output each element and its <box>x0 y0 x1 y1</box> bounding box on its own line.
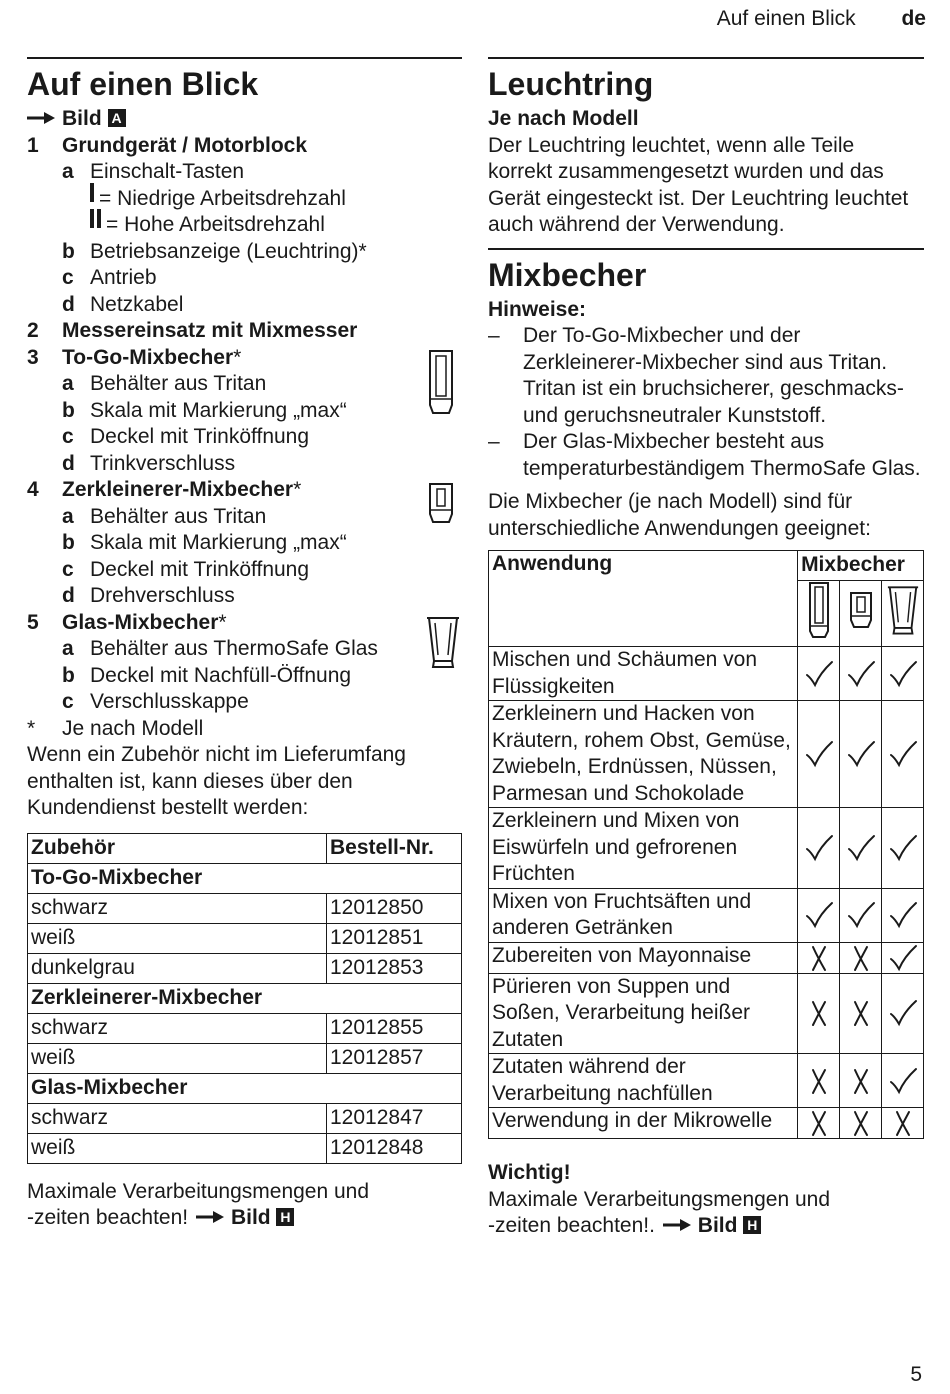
hint-item: – Der To-Go-Mixbecher und der Zerkleinerer-Mixbecher sind aus Tritan. Tritan ist ein bruchsicherer, geschmacks- und geruchsneutraler Kunststoff. <box>488 324 904 427</box>
section-title-light-ring: Leuchtring <box>488 66 654 102</box>
sub-item: c Deckel mit Trinköffnung <box>62 425 310 448</box>
sub-item: b Skala mit Markierung „max“ <box>62 531 347 554</box>
arrow-right-icon <box>27 112 55 124</box>
speed-two-icon <box>90 209 94 228</box>
light-ring-paragraph: Der Leuchtring leuchtet, wenn alle Teile korrekt zusammengesetzt wurden und das Gerät eingesteckt ist. Der Leuchtring leuchtet auch während der Verwendung. <box>488 133 909 236</box>
usage-text: Zerkleinern und Hacken von Kräutern, rohem Obst, Gemüse, Zwiebeln, Erdnüssen, Nüssen, Parmesan und Schokolade <box>489 701 798 808</box>
arrow-right-icon <box>663 1219 691 1231</box>
check-icon <box>888 739 918 769</box>
table-header-row: Zubehör Bestell-Nr. <box>28 833 462 863</box>
check-icon <box>804 659 834 689</box>
chopper-cup-icon <box>426 482 456 524</box>
table-group-row: Zerkleinerer-Mixbecher <box>28 983 462 1013</box>
sub-item: a Behälter aus ThermoSafe Glas <box>62 637 378 660</box>
table-row <box>489 1108 924 1139</box>
footnote: * Je nach Modell <box>27 716 204 740</box>
sub-item: b Skala mit Markierung „max“ <box>62 398 347 422</box>
sub-item: d Trinkverschluss <box>62 451 236 475</box>
table-header-row: Anwendung Mixbecher <box>489 551 924 581</box>
sub-item: a Einschalt-Tasten <box>62 160 245 183</box>
togo-cup-icon <box>806 581 832 639</box>
togo-cup-icon <box>425 349 457 415</box>
sub-item: c Antrieb <box>62 266 157 289</box>
usage-text: Pürieren von Suppen und Soßen, Verarbeitung heißer Zutaten <box>489 973 798 1054</box>
section-title-overview: Auf einen Blick <box>27 66 259 102</box>
cross-icon <box>804 943 834 973</box>
page-header <box>717 6 926 33</box>
table-row <box>489 888 924 942</box>
table-row: schwarz 12012850 <box>28 893 462 923</box>
sub-item: c Verschlusskappe <box>62 690 249 713</box>
sub-item: d Drehverschluss <box>62 584 235 607</box>
chopper-cup-icon <box>848 591 874 629</box>
speed-high-line: = Hohe Arbeitsdrehzahl <box>90 212 462 239</box>
section-title-mix-cups: Mixbecher <box>488 256 647 293</box>
cross-icon <box>804 998 834 1028</box>
table-row: weiß 12012851 <box>28 923 462 953</box>
check-icon <box>846 833 876 863</box>
usage-text: Zubereiten von Mayonnaise <box>489 942 798 973</box>
list-item-4: 4 Zerkleinerer-Mixbecher * <box>27 478 302 501</box>
table-group-row: To-Go-Mixbecher <box>28 863 462 893</box>
check-icon <box>888 998 918 1028</box>
sub-item: a Behälter aus Tritan <box>62 504 267 528</box>
sub-item: b Deckel mit Nachfüll-Öffnung <box>62 663 352 687</box>
check-icon <box>888 900 918 930</box>
usage-text: Zerkleinern und Mixen von Eiswürfeln und gefrorenen Früchten <box>489 808 798 889</box>
hints-title: Hinweise: <box>488 297 587 321</box>
glass-cup-icon <box>886 583 920 637</box>
table-row: schwarz 12012847 <box>28 1103 462 1133</box>
table-row <box>489 1054 924 1108</box>
sub-item: a Behälter aus Tritan <box>62 372 267 395</box>
table-row <box>489 647 924 701</box>
check-icon <box>888 1066 918 1096</box>
list-item-1: 1 Grundgerät / Motorblock <box>27 133 308 157</box>
list-item-3: 3 To-Go-Mixbecher * <box>27 345 242 369</box>
figure-reference: Bild A <box>27 106 462 133</box>
table-row: dunkelgrau 12012853 <box>28 953 462 983</box>
table-row <box>489 942 924 973</box>
header-section: Auf einen Blick <box>716 7 856 30</box>
cross-icon <box>804 1108 834 1138</box>
check-icon <box>804 739 834 769</box>
table-row <box>489 973 924 1054</box>
cross-icon <box>804 1066 834 1096</box>
cross-icon <box>846 1066 876 1096</box>
left-column <box>27 57 462 1232</box>
sub-item: c Deckel mit Trinköffnung <box>62 557 310 581</box>
usage-table <box>488 550 924 1139</box>
check-icon <box>804 900 834 930</box>
header-language: de <box>901 7 926 30</box>
cross-icon <box>846 998 876 1028</box>
table-row <box>489 808 924 889</box>
check-icon <box>846 739 876 769</box>
cross-icon <box>846 1108 876 1138</box>
speed-low-line: = Niedrige Arbeitsdrehzahl <box>90 186 462 213</box>
accessory-table <box>27 833 462 1164</box>
figure-letter-badge: H <box>743 1216 761 1234</box>
check-icon <box>846 900 876 930</box>
glass-cup-icon <box>425 615 461 669</box>
check-icon <box>804 833 834 863</box>
closing-note: Maximale Verarbeitungsmengen und -zeiten beachten! Bild H <box>27 1179 370 1229</box>
usage-text: Verwendung in der Mikrowelle <box>489 1108 798 1139</box>
page-number: 5 <box>910 1362 922 1386</box>
list-item-5: 5 Glas-Mixbecher * <box>27 610 227 634</box>
list-item-2: 2 Messereinsatz mit Mixmesser <box>27 319 358 342</box>
cross-icon <box>846 943 876 973</box>
check-icon <box>888 659 918 689</box>
table-row: schwarz 12012855 <box>28 1013 462 1043</box>
usage-text: Mischen und Schäumen von Flüssigkeiten <box>489 647 798 701</box>
table-group-row: Glas-Mixbecher <box>28 1073 462 1103</box>
check-icon <box>846 659 876 689</box>
table-row <box>489 701 924 808</box>
model-note: Je nach Modell <box>488 107 639 130</box>
important-note: Wichtig! Maximale Verarbeitungsmengen und -zeiten beachten!. Bild H <box>488 1161 831 1237</box>
right-column <box>488 57 924 1240</box>
check-icon <box>888 833 918 863</box>
check-icon <box>888 943 918 973</box>
cross-icon <box>888 1108 918 1138</box>
accessory-paragraph: Wenn ein Zubehör nicht im Lieferumfang enthalten ist, kann dieses über den Kundendienst bestellt werden: <box>27 743 406 819</box>
usage-text: Zutaten während der Verarbeitung nachfüllen <box>489 1054 798 1108</box>
sub-item: d Netzkabel <box>62 292 184 316</box>
arrow-right-icon <box>196 1211 224 1223</box>
usage-text: Mixen von Fruchtsäften und anderen Getränken <box>489 888 798 942</box>
usage-paragraph: Die Mixbecher (je nach Modell) sind für unterschiedliche Anwendungen geeignet: <box>488 490 871 540</box>
sub-item: b Betriebsanzeige (Leuchtring)* <box>62 239 367 263</box>
figure-letter-badge: H <box>276 1208 294 1226</box>
table-row: weiß 12012857 <box>28 1043 462 1073</box>
figure-letter-badge: A <box>108 109 126 127</box>
table-row: weiß 12012848 <box>28 1133 462 1163</box>
hint-item: – Der Glas-Mixbecher besteht aus temperaturbeständigem ThermoSafe Glas. <box>488 430 921 480</box>
speed-one-icon <box>90 183 94 202</box>
